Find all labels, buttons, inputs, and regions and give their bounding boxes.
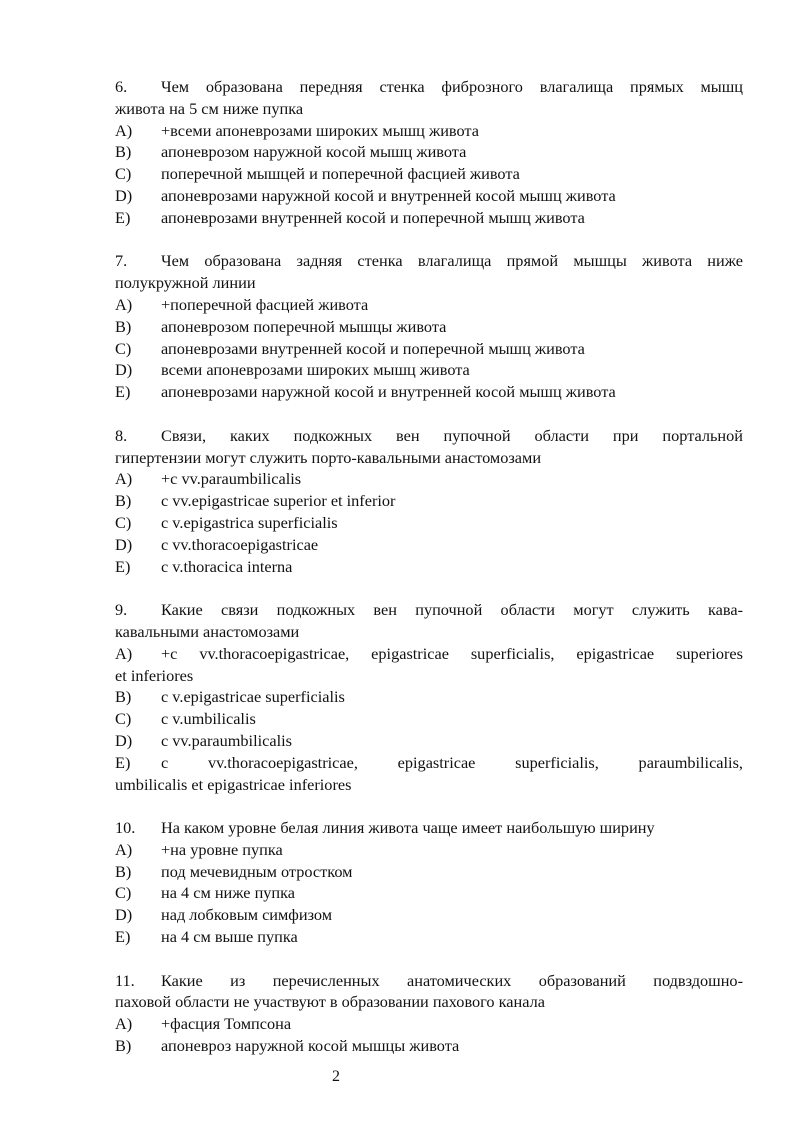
question-10 <box>115 817 743 948</box>
question-number: 7. <box>115 251 128 271</box>
question-text-line: полукружной линии <box>115 273 256 293</box>
answer-option-a-continued: et inferiores <box>115 665 194 685</box>
question-text-line: 10. На каком уровне белая линия живота чаще имеет наибольшую ширину <box>115 818 655 838</box>
document-page <box>115 76 743 1079</box>
question-number: 8. <box>115 425 128 445</box>
answer-option-c: C) c v.umbilicalis <box>115 709 256 729</box>
answer-option-b: B) c v.epigastricae superficialis <box>115 687 345 707</box>
answer-option-e: E) апоневрозами наружной косой и внутренней косой мышц живота <box>115 382 616 402</box>
page-number: 2 <box>332 1068 340 1085</box>
question-number: 10. <box>115 818 136 838</box>
answer-option-d: D) над лобковым симфизом <box>115 905 333 925</box>
answer-option-a: A) +фасция Томпсона <box>115 1014 292 1034</box>
answer-option-d: D) всеми апоневрозами широких мышц живота <box>115 360 470 380</box>
answer-option-b: B) апоневрозом поперечной мышцы живота <box>115 316 447 336</box>
question-text-line: паховой области не участвуют в образовании пахового канала <box>115 992 545 1012</box>
question-text-line: 8. Связи, каких подкожных вен пупочной области при портальной <box>115 425 743 445</box>
answer-option-b: B) апоневрозом наружной косой мышц живота <box>115 142 467 162</box>
answer-option-a: A) +всеми апоневрозами широких мышц живота <box>115 120 479 140</box>
question-number: 11. <box>115 970 135 990</box>
question-text-line: живота на 5 см ниже пупка <box>115 98 304 118</box>
answer-option-e: E) c v.thoracica interna <box>115 556 293 576</box>
question-text-line: гипертензии могут служить порто-кавальными анастомозами <box>115 447 542 467</box>
answer-option-b: B) c vv.epigastricae superior et inferior <box>115 491 396 511</box>
answer-option-e-continued: umbilicalis et epigastricae inferiores <box>115 774 352 794</box>
answer-option-b: B) под мечевидным отростком <box>115 861 353 881</box>
answer-option-b: B) апоневроз наружной косой мышцы живота <box>115 1036 460 1056</box>
answer-option-e: E) на 4 см выше пупка <box>115 927 298 947</box>
answer-option-d: D) c vv.thoracoepigastricae <box>115 534 319 554</box>
answer-option-a: A) +поперечной фасцией живота <box>115 294 369 314</box>
question-text-line: 6. Чем образована передняя стенка фиброзного влагалища прямых мышц <box>115 77 743 96</box>
answer-option-d: D) c vv.paraumbilicalis <box>115 730 292 750</box>
question-11 <box>115 970 743 1057</box>
question-text-line: 9. Какие связи подкожных вен пупочной области могут служить кава- <box>115 600 743 620</box>
answer-option-e: E) c vv.thoracoepigastricae, epigastricae superficialis, paraumbilicalis, <box>115 752 743 772</box>
question-text-line: кавальными анастомозами <box>115 621 300 641</box>
answer-option-c: C) c v.epigastrica superficialis <box>115 512 338 532</box>
question-8 <box>115 425 743 578</box>
answer-option-d: D) апоневрозами наружной косой и внутренней косой мышц живота <box>115 185 616 205</box>
question-6 <box>115 76 743 229</box>
question-text-line: 11. Какие из перечисленных анатомических образований подвздошно- <box>115 970 743 990</box>
question-7 <box>115 250 743 403</box>
question-9 <box>115 599 743 795</box>
question-number: 6. <box>115 77 128 96</box>
answer-option-c: C) апоневрозами внутренней косой и поперечной мышц живота <box>115 338 585 358</box>
answer-option-a: A) +на уровне пупка <box>115 839 283 859</box>
answer-option-e: E) апоневрозами внутренней косой и поперечной мышц живота <box>115 207 585 227</box>
question-number: 9. <box>115 600 128 620</box>
answer-option-a: A) +c vv.thoracoepigastricae, epigastricae superficialis, epigastricae superiores <box>115 643 743 663</box>
answer-option-a: A) +c vv.paraumbilicalis <box>115 469 302 489</box>
question-text-line: 7. Чем образована задняя стенка влагалища прямой мышцы живота ниже <box>115 251 743 271</box>
answer-option-c: C) на 4 см ниже пупка <box>115 883 296 903</box>
answer-option-c: C) поперечной мышцей и поперечной фасцией живота <box>115 164 520 184</box>
